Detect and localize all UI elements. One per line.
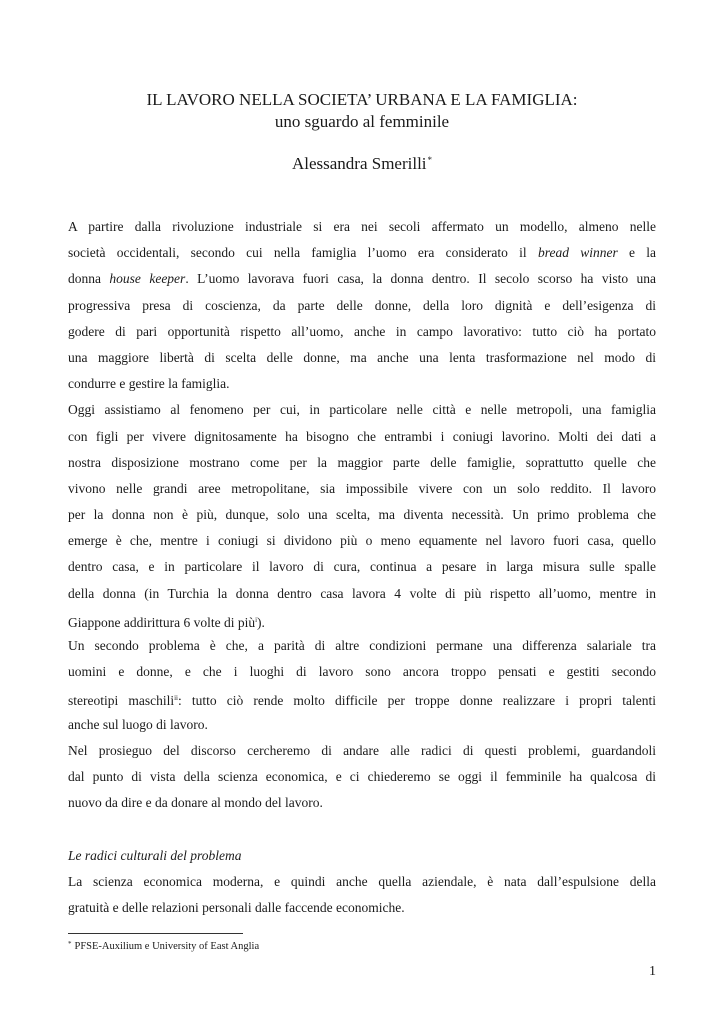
text-line: uomini e donne, e che i luoghi di lavoro sono ancora troppo pensati e gestiti secondo — [68, 664, 656, 680]
paragraph-3 — [68, 633, 656, 738]
text-line: con figli per vivere dignitosamente ha bisogno che entrambi i coniugi lavorino. Molti dei dati a — [68, 428, 656, 444]
endnote-ref-ii[interactable]: ii — [174, 694, 178, 703]
paragraph-spacer — [68, 816, 656, 842]
text-line: della donna (in Turchia la donna dentro casa lavora 4 volte di più rispetto all’uomo, mentre in — [68, 585, 656, 601]
text-line: La scienza economica moderna, e quindi anche quella aziendale, è nata dall’espulsione della — [68, 873, 656, 889]
text-line: stereotipi maschili$^{ii}$: tutto ciò rende molto difficile per troppe donne realizzare i propri talenti — [68, 693, 656, 709]
text-line: vivono nelle grandi aree metropolitane, sia impossibile vivere con un solo reddito. Il lavoro — [68, 480, 656, 496]
text-line: per la donna non è più, dunque, solo una scelta, ma diventa necessità. Un primo problema che — [68, 507, 656, 523]
author-line — [0, 154, 724, 174]
text-line: emerge è che, mentre i coniugi si dividono più o meno equamente nel lavoro fuori casa, quello — [68, 533, 656, 549]
text-line: Nel prosieguo del discorso cercheremo di andare alle radici di questi problemi, guardandoli — [68, 742, 656, 758]
text-line: una maggiore libertà di scelta delle donne, ma anche una lenta trasformazione nel modo di — [68, 349, 656, 365]
text-line: progressiva presa di coscienza, da parte delle donne, della loro dignità e dell’esigenza di — [68, 297, 656, 313]
page-number: 1 — [649, 964, 656, 979]
text-line: A partire dalla rivoluzione industriale si era nei secoli affermato un modello, almeno nelle — [68, 219, 656, 234]
text-line: condurre e gestire la famiglia. — [68, 376, 230, 392]
text-line: nostra disposizione mostrano come per la maggior parte delle famiglie, soprattutto quelle che — [68, 454, 656, 470]
text-line: dal punto di vista della scienza economica, e ci chiederemo se oggi il femminile ha qualcosa di — [68, 768, 656, 784]
text-line: Un secondo problema è che, a parità di altre condizioni permane una differenza salariale tra — [68, 638, 656, 653]
text-line: Oggi assistiamo al fenomeno per cui, in particolare nelle città e nelle metropoli, una famiglia — [68, 402, 656, 418]
text-line: gratuità e delle relazioni personali dalle faccende economiche. — [68, 899, 405, 915]
text-line: società occidentali, secondo cui nella famiglia l’uomo era considerato il bread winner e la — [68, 245, 657, 261]
text-line: Giappone addirittura 6 volte di più$^i$). — [68, 614, 265, 630]
emphasis-house-keeper: house keeper — [109, 271, 186, 287]
paragraph-1 — [68, 214, 656, 397]
section-heading: Le radici culturali del problema — [68, 847, 242, 863]
document-title: IL LAVORO NELLA SOCIETA’ URBANA E LA FAMIGLIA: — [146, 90, 578, 109]
author-footnote-mark[interactable]: * — [427, 155, 433, 165]
footnote — [68, 940, 259, 952]
footnote-separator — [68, 933, 243, 934]
author-name: Alessandra Smerilli — [291, 154, 427, 173]
emphasis-bread-winner: bread winner — [537, 245, 618, 261]
body-text — [68, 214, 656, 921]
text-line: nuovo da dire e da donare al mondo del lavoro. — [68, 795, 323, 811]
paragraph-2 — [68, 397, 656, 633]
paragraph-4 — [68, 738, 656, 817]
paragraph-5 — [68, 869, 656, 921]
document-subtitle: uno sguardo al femminile — [274, 112, 450, 131]
text-line: anche sul luogo di lavoro. — [68, 716, 208, 732]
footnote-mark: * — [68, 940, 72, 948]
text-line: godere di pari opportunità rispetto all’uomo, anche in campo lavorativo: tutto ciò ha portato — [68, 323, 656, 339]
text-line: donna house keeper. L’uomo lavorava fuori casa, la donna dentro. Il secolo scorso ha visto una — [68, 271, 657, 287]
footnote-text: PFSE-Auxilium e University of East Anglia — [74, 941, 260, 952]
endnote-ref-i[interactable]: i — [255, 615, 258, 624]
text-line: dentro casa, e in particolare il lavoro di cura, continua a pesare in larga misura sulle spalle — [68, 559, 656, 575]
